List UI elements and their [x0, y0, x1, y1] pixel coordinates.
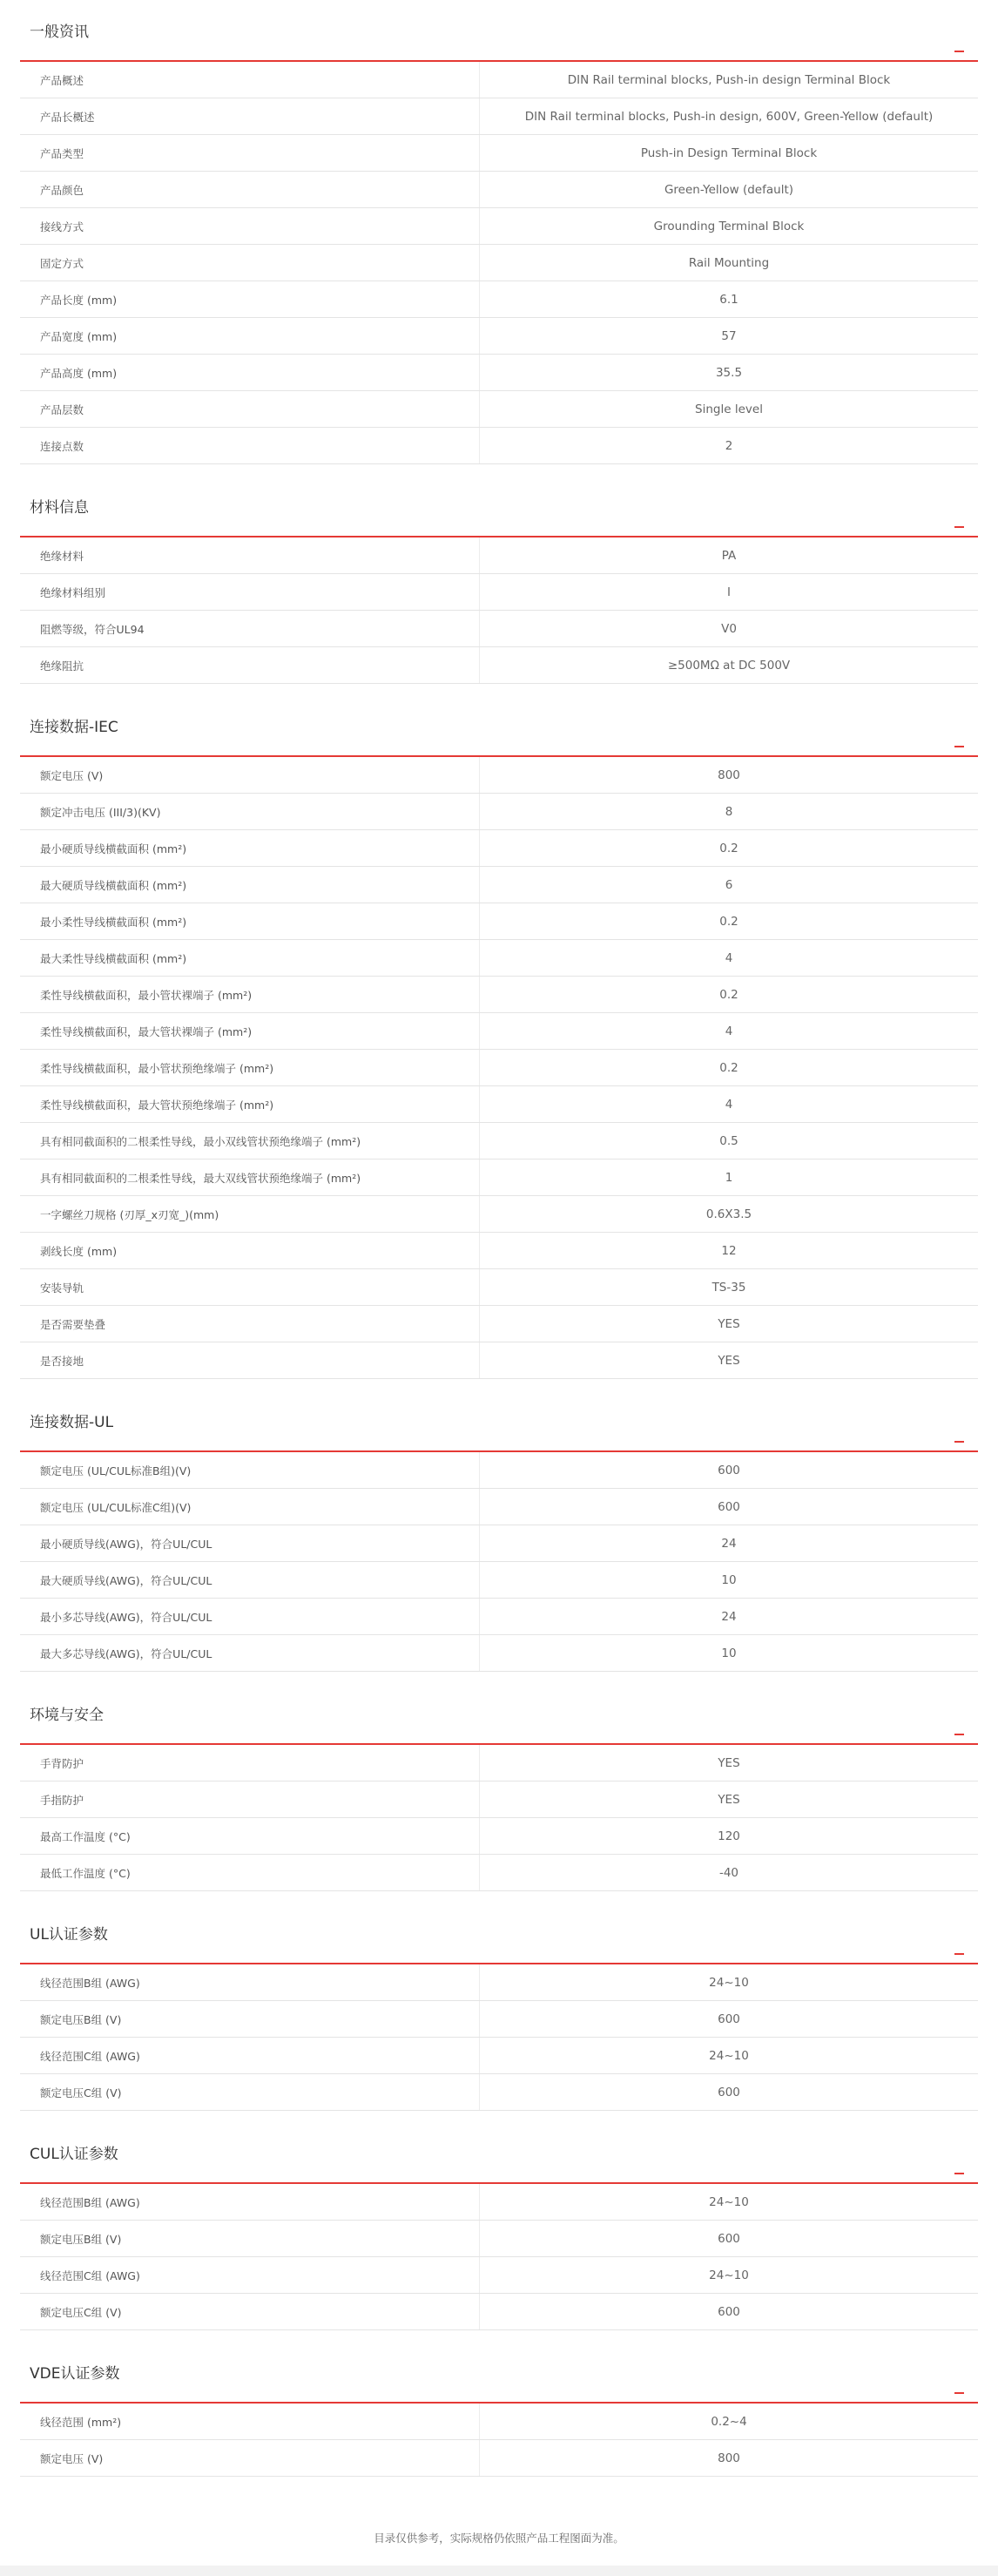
spec-label: 最大多芯导线(AWG)，符合UL/CUL [20, 1635, 480, 1671]
spec-label: 线径范围B组 (AWG) [20, 2184, 480, 2220]
spec-label: 线径范围C组 (AWG) [20, 2038, 480, 2073]
section-header[interactable] [20, 476, 978, 538]
spec-label: 柔性导线横截面积，最小管状裸端子 (mm²) [20, 977, 480, 1012]
spec-label: 绝缘材料组别 [20, 574, 480, 610]
spec-label: 额定电压B组 (V) [20, 2001, 480, 2037]
spec-value: 600 [718, 1463, 740, 1477]
spec-label: 绝缘阻抗 [20, 647, 480, 683]
spec-section [20, 2342, 978, 2477]
spec-value: 24~10 [709, 2268, 749, 2282]
table-row [20, 1086, 978, 1123]
spec-label: 产品层数 [20, 391, 480, 427]
spec-value: 10 [721, 1646, 737, 1660]
spec-value: Green-Yellow (default) [664, 182, 794, 197]
spec-value: ≥500MΩ at DC 500V [667, 658, 791, 673]
spec-sheet [20, 0, 978, 2477]
section-header[interactable] [20, 2122, 978, 2184]
table-row [20, 1525, 978, 1562]
spec-label: 额定冲击电压 (III/3)(KV) [20, 794, 480, 829]
table-row [20, 2074, 978, 2111]
table-row [20, 1013, 978, 1050]
spec-label: 产品长度 (mm) [20, 281, 480, 317]
table-row [20, 1635, 978, 1672]
spec-label: 具有相同截面积的二根柔性导线，最大双线管状预绝缘端子 (mm²) [20, 1160, 480, 1195]
spec-label: 最小硬质导线(AWG)，符合UL/CUL [20, 1525, 480, 1561]
section-spacer [20, 1891, 978, 1903]
spec-label: 最小多芯导线(AWG)，符合UL/CUL [20, 1599, 480, 1634]
spec-value: 1 [725, 1170, 733, 1185]
spec-label: 线径范围 (mm²) [20, 2404, 480, 2439]
table-row [20, 281, 978, 318]
spec-label: 手背防护 [20, 1745, 480, 1781]
table-row [20, 428, 978, 464]
spec-label: 最低工作温度 (°C) [20, 1855, 480, 1890]
table-row [20, 1599, 978, 1635]
spec-section [20, 2122, 978, 2342]
spec-value: 4 [725, 1024, 733, 1038]
table-row [20, 1489, 978, 1525]
spec-value: 10 [721, 1572, 737, 1587]
table-row [20, 1233, 978, 1269]
table-row [20, 2294, 978, 2330]
spec-value: I [727, 585, 731, 599]
spec-table [20, 1964, 978, 2111]
spec-label: 最大硬质导线横截面积 (mm²) [20, 867, 480, 903]
section-title: VDE认证参数 [30, 2365, 120, 2383]
spec-label: 接线方式 [20, 208, 480, 244]
footer-note: 目录仅供参考，实际规格仍依照产品工程图面为准。 [374, 2532, 624, 2545]
spec-label: 固定方式 [20, 245, 480, 281]
section-title: 连接数据-IEC [30, 719, 118, 736]
spec-value: 2 [725, 438, 733, 453]
table-row [20, 1160, 978, 1196]
table-row [20, 794, 978, 830]
table-row [20, 1818, 978, 1855]
table-row [20, 1196, 978, 1233]
section-title: 材料信息 [30, 499, 89, 517]
spec-section [20, 1390, 978, 1683]
section-title: CUL认证参数 [30, 2146, 118, 2163]
table-row [20, 2257, 978, 2294]
collapse-icon[interactable] [954, 1953, 964, 1955]
section-header[interactable] [20, 695, 978, 757]
spec-value: Rail Mounting [688, 255, 770, 270]
bottom-bar [0, 2566, 998, 2576]
spec-value: 600 [718, 1499, 740, 1514]
table-row [20, 2184, 978, 2221]
spec-label: 产品长概述 [20, 98, 480, 134]
spec-value: 0.6X3.5 [705, 1207, 752, 1221]
section-title: 一般资讯 [30, 24, 89, 41]
collapse-icon[interactable] [954, 51, 964, 52]
spec-value: 24 [721, 1609, 737, 1624]
spec-value: 800 [718, 767, 740, 782]
spec-section [20, 1683, 978, 1903]
table-row [20, 355, 978, 391]
spec-label: 产品颜色 [20, 172, 480, 207]
spec-value: PA [721, 548, 737, 563]
spec-label: 产品宽度 (mm) [20, 318, 480, 354]
section-spacer [20, 2111, 978, 2122]
spec-label: 绝缘材料 [20, 538, 480, 573]
spec-value: YES [718, 1792, 740, 1807]
table-row [20, 1562, 978, 1599]
spec-label: 具有相同截面积的二根柔性导线，最小双线管状预绝缘端子 (mm²) [20, 1123, 480, 1159]
spec-label: 最高工作温度 (°C) [20, 1818, 480, 1854]
spec-value: 24 [721, 1536, 737, 1551]
spec-value: 4 [725, 1097, 733, 1112]
table-row [20, 135, 978, 172]
section-spacer [20, 1379, 978, 1390]
spec-value: 0.2 [719, 1060, 738, 1075]
spec-value: YES [718, 1755, 740, 1770]
table-row [20, 2038, 978, 2074]
table-row [20, 172, 978, 208]
table-row [20, 318, 978, 355]
spec-table [20, 757, 978, 1379]
collapse-icon[interactable] [954, 2173, 964, 2174]
spec-label: 剥线长度 (mm) [20, 1233, 480, 1268]
section-title: UL认证参数 [30, 1926, 108, 1944]
table-row [20, 391, 978, 428]
spec-value: 0.2 [719, 914, 738, 929]
spec-label: 是否需要垫叠 [20, 1306, 480, 1342]
spec-section [20, 0, 978, 476]
spec-label: 最大硬质导线(AWG)，符合UL/CUL [20, 1562, 480, 1598]
table-row [20, 1342, 978, 1379]
table-row [20, 98, 978, 135]
spec-label: 额定电压C组 (V) [20, 2074, 480, 2110]
spec-value: V0 [721, 621, 737, 636]
spec-value: TS-35 [711, 1280, 746, 1295]
table-row [20, 1050, 978, 1086]
spec-value: Single level [695, 402, 763, 416]
spec-value: 0.2 [719, 987, 738, 1002]
spec-value: 0.5 [719, 1133, 738, 1148]
spec-label: 额定电压 (UL/CUL标准C组)(V) [20, 1489, 480, 1525]
table-row [20, 62, 978, 98]
spec-label: 手指防护 [20, 1782, 480, 1817]
spec-label: 额定电压 (V) [20, 757, 480, 793]
table-row [20, 2440, 978, 2477]
table-row [20, 940, 978, 977]
table-row [20, 2221, 978, 2257]
spec-value: Push-in Design Terminal Block [640, 145, 818, 160]
collapse-icon[interactable] [954, 1734, 964, 1735]
section-title: 环境与安全 [30, 1707, 104, 1724]
collapse-icon[interactable] [954, 2392, 964, 2394]
spec-label: 柔性导线横截面积，最大管状预绝缘端子 (mm²) [20, 1086, 480, 1122]
spec-value: YES [718, 1316, 740, 1331]
section-spacer [20, 1672, 978, 1683]
spec-value: 24~10 [709, 2048, 749, 2063]
spec-value: 800 [718, 2451, 740, 2465]
spec-label: 最大柔性导线横截面积 (mm²) [20, 940, 480, 976]
spec-table [20, 2184, 978, 2330]
spec-section [20, 1903, 978, 2122]
spec-label: 阻燃等级，符合UL94 [20, 611, 480, 646]
spec-value: YES [718, 1353, 740, 1368]
table-row [20, 2001, 978, 2038]
spec-value: 0.2 [719, 841, 738, 855]
spec-table [20, 2404, 978, 2477]
spec-label: 最小硬质导线横截面积 (mm²) [20, 830, 480, 866]
section-spacer [20, 464, 978, 476]
spec-label: 柔性导线横截面积，最小管状预绝缘端子 (mm²) [20, 1050, 480, 1085]
spec-value: 600 [718, 2011, 740, 2026]
table-row [20, 1269, 978, 1306]
spec-label: 线径范围B组 (AWG) [20, 1964, 480, 2000]
table-row [20, 867, 978, 903]
spec-value: 600 [718, 2085, 740, 2099]
spec-value: 24~10 [709, 1975, 749, 1990]
table-row [20, 1745, 978, 1782]
spec-label: 额定电压B组 (V) [20, 2221, 480, 2256]
spec-label: 最小柔性导线横截面积 (mm²) [20, 903, 480, 939]
section-spacer [20, 2330, 978, 2342]
spec-table [20, 1745, 978, 1891]
spec-label: 产品类型 [20, 135, 480, 171]
spec-value: 600 [718, 2231, 740, 2246]
table-row [20, 830, 978, 867]
table-row [20, 1782, 978, 1818]
table-row [20, 538, 978, 574]
spec-value: 4 [725, 950, 733, 965]
spec-value: 12 [721, 1243, 737, 1258]
collapse-icon[interactable] [954, 1441, 964, 1443]
spec-label: 一字螺丝刀规格 (刃厚_x刃宽_)(mm) [20, 1196, 480, 1232]
section-header[interactable] [20, 1390, 978, 1452]
spec-value: 6 [725, 877, 733, 892]
table-row [20, 245, 978, 281]
section-header[interactable] [20, 0, 978, 62]
spec-value: 600 [718, 2304, 740, 2319]
spec-value: DIN Rail terminal blocks, Push-in design, 600V, Green-Yellow (default) [524, 109, 934, 124]
table-row [20, 574, 978, 611]
spec-label: 线径范围C组 (AWG) [20, 2257, 480, 2293]
section-title: 连接数据-UL [30, 1414, 114, 1431]
table-row [20, 647, 978, 684]
section-header[interactable] [20, 2342, 978, 2404]
spec-label: 产品高度 (mm) [20, 355, 480, 390]
section-spacer [20, 684, 978, 695]
spec-section [20, 476, 978, 695]
spec-label: 额定电压 (V) [20, 2440, 480, 2476]
table-row [20, 903, 978, 940]
spec-label: 额定电压C组 (V) [20, 2294, 480, 2329]
table-row [20, 757, 978, 794]
spec-table [20, 62, 978, 464]
spec-label: 连接点数 [20, 428, 480, 463]
spec-table [20, 538, 978, 684]
spec-label: 产品概述 [20, 62, 480, 98]
spec-label: 柔性导线横截面积，最大管状裸端子 (mm²) [20, 1013, 480, 1049]
spec-value: 6.1 [719, 292, 738, 307]
spec-label: 是否接地 [20, 1342, 480, 1378]
table-row [20, 208, 978, 245]
section-header[interactable] [20, 1903, 978, 1964]
section-header[interactable] [20, 1683, 978, 1745]
spec-label: 安装导轨 [20, 1269, 480, 1305]
spec-value: 35.5 [715, 365, 743, 380]
table-row [20, 1123, 978, 1160]
spec-value: 0.2~4 [711, 2414, 747, 2429]
collapse-icon[interactable] [954, 746, 964, 747]
table-row [20, 1452, 978, 1489]
spec-label: 额定电压 (UL/CUL标准B组)(V) [20, 1452, 480, 1488]
spec-section [20, 695, 978, 1390]
spec-value: DIN Rail terminal blocks, Push-in design Terminal Block [567, 72, 891, 87]
spec-value: 24~10 [709, 2194, 749, 2209]
spec-value: 8 [725, 804, 733, 819]
table-row [20, 977, 978, 1013]
spec-value: -40 [718, 1865, 739, 1880]
spec-value: Grounding Terminal Block [653, 219, 805, 233]
table-row [20, 1964, 978, 2001]
spec-value: 120 [718, 1829, 740, 1843]
table-row [20, 611, 978, 647]
spec-value: 57 [721, 328, 737, 343]
table-row [20, 1306, 978, 1342]
table-row [20, 2404, 978, 2440]
spec-table [20, 1452, 978, 1672]
collapse-icon[interactable] [954, 526, 964, 528]
table-row [20, 1855, 978, 1891]
